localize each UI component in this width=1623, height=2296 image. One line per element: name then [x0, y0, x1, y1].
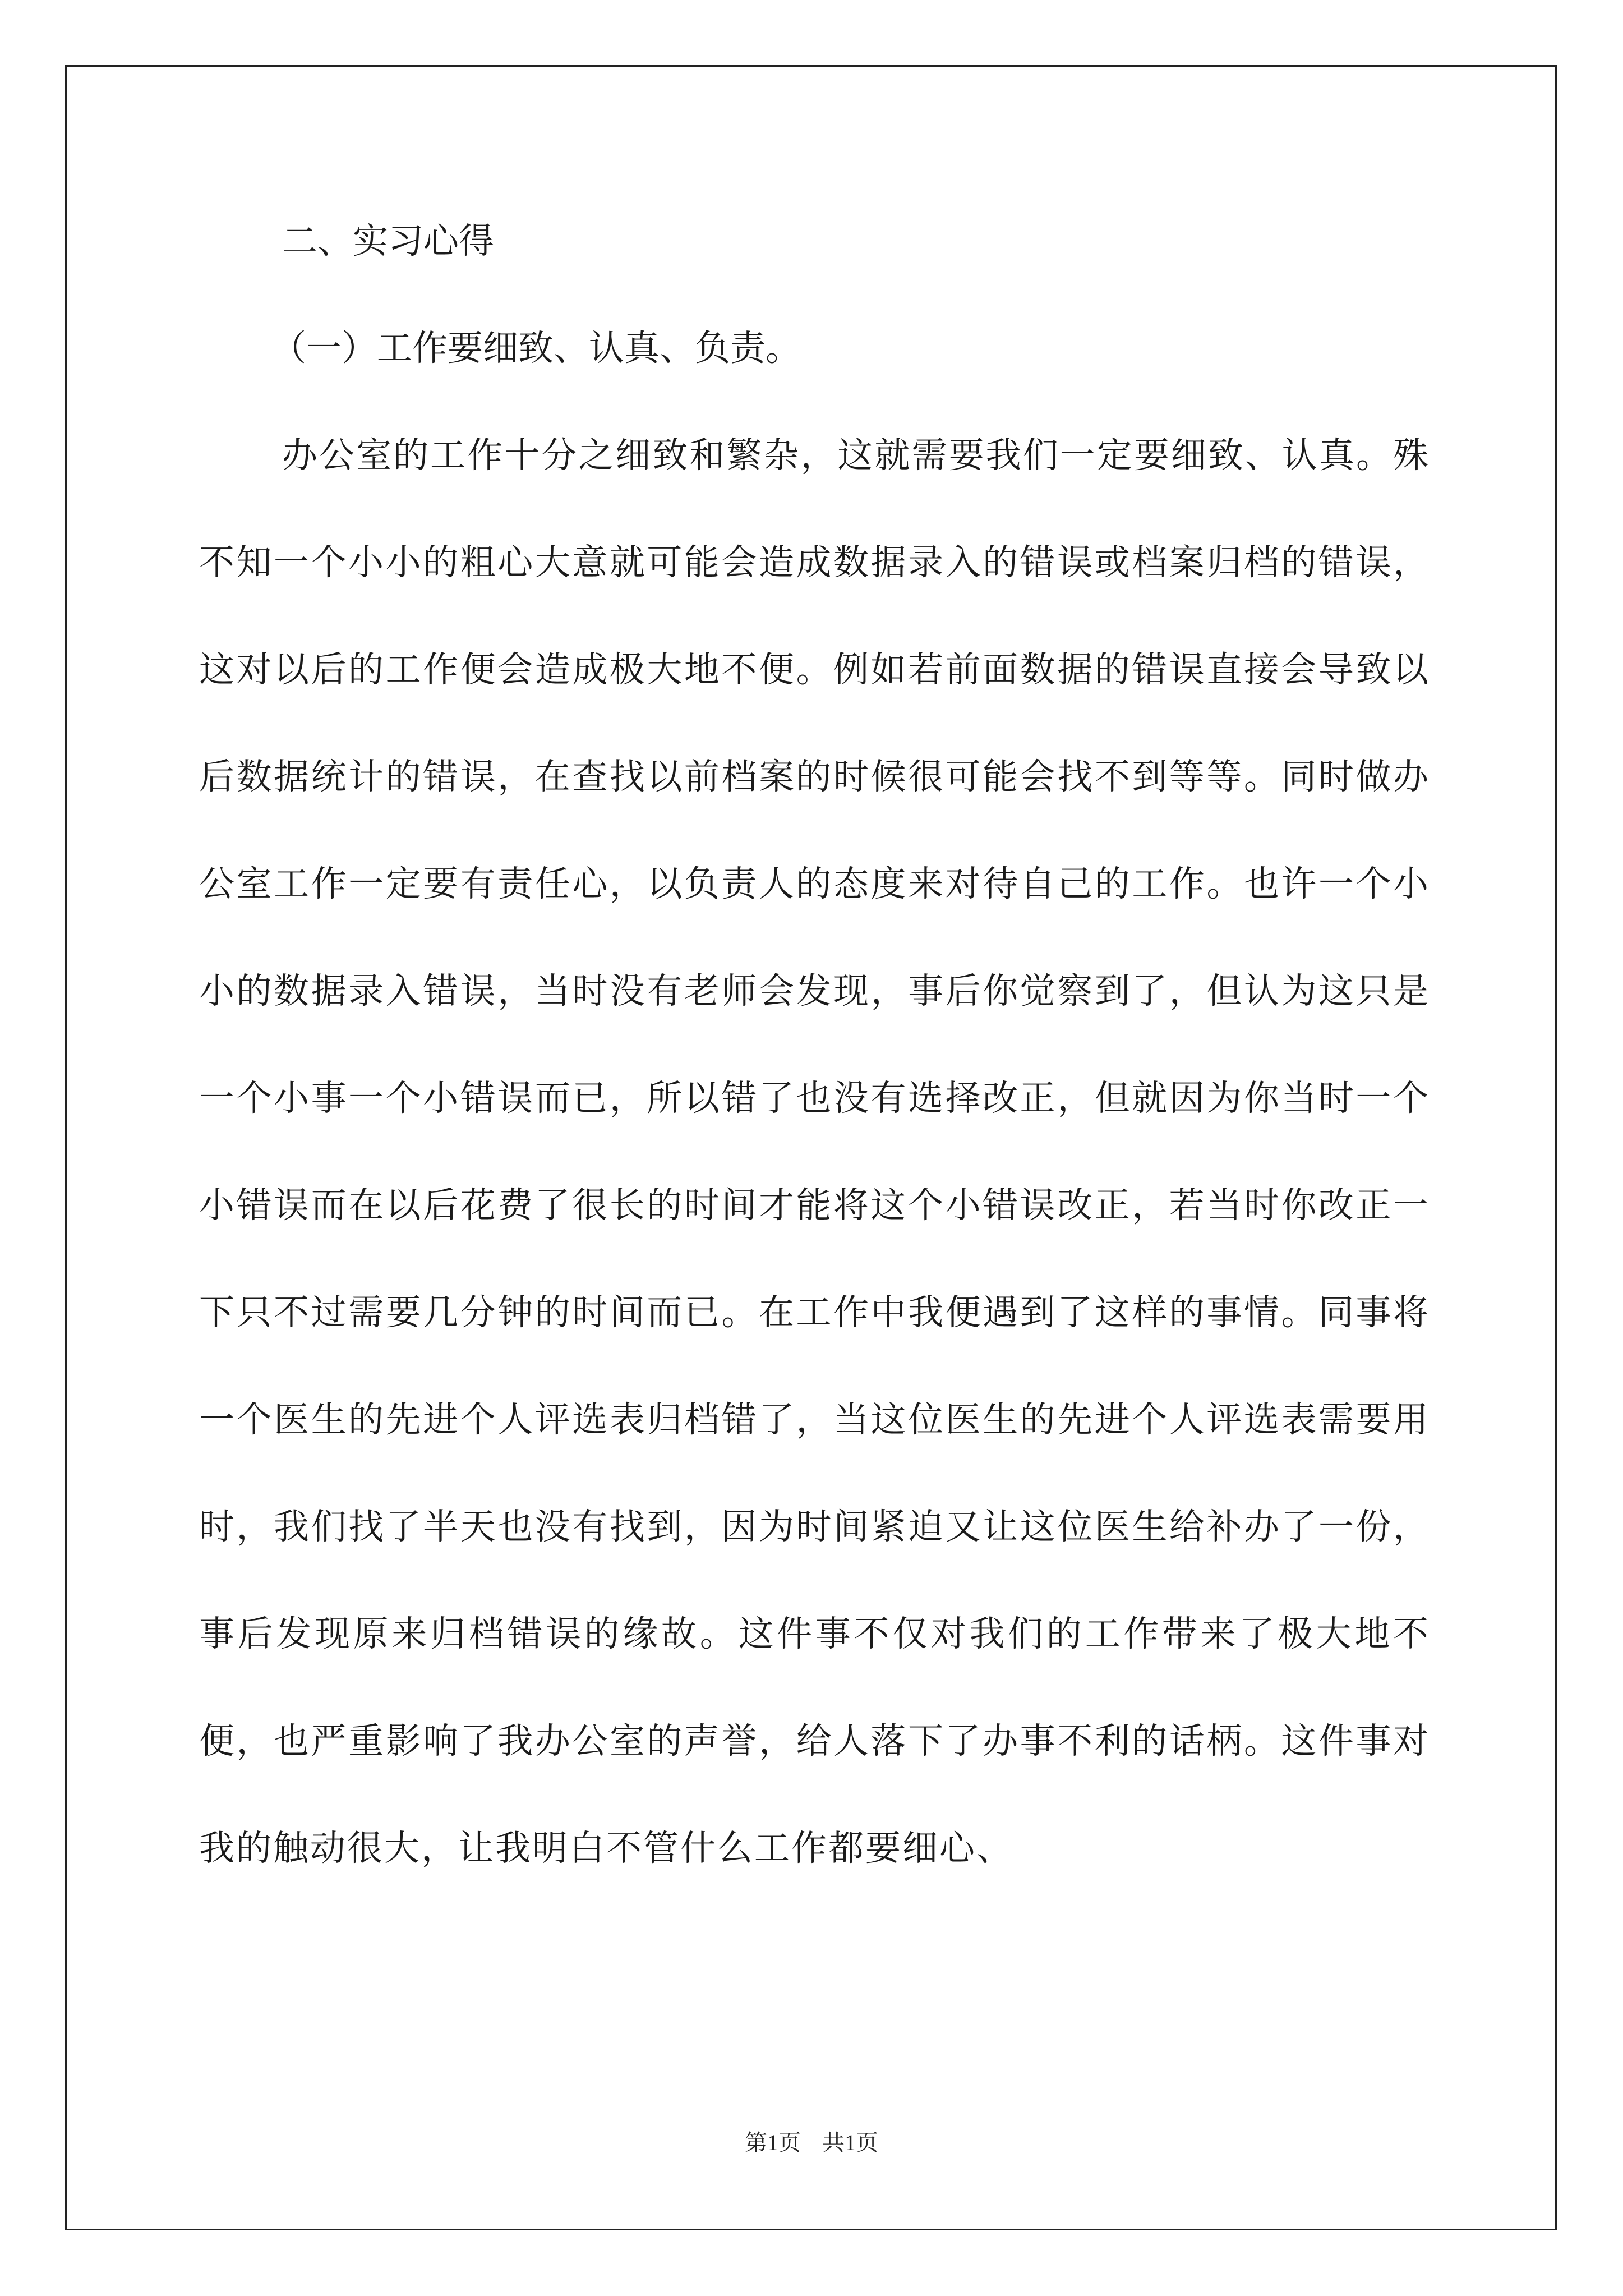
section-heading: 二、实习心得 [282, 220, 494, 261]
sub-heading: （一）工作要细致、认真、负责。 [271, 328, 801, 369]
body-paragraph: 办公室的工作十分之细致和繁杂，这就需要我们一定要细致、认真。殊不知一个小小的粗心大意就可能会造成数据录入的错误或档案归档的错误，这对以后的工作便会造成极大地不便。例如若前面数据的错误直接会导致以后数据统计的错误，在查找以前档案的时候很可能会找不到等等。同时做办公室工作一定要有责任心，以负责人的态度来对待自己的工作。也许一个小小的数据录入错误，当时没有老师会发现，事后你觉察到了，但认为这只是一个小事一个小错误而已，所以错了也没有选择改正，但就因为你当时一个小错误而在以后花费了很长的时间才能将这个小错误改正，若当时你改正一下只不过需要几分钟的时间而已。在工作中我便遇到了这样的事情。同事将一个医生的先进个人评选表归档错了，当这位医生的先进个人评选表需要用时，我们找了半天也没有找到，因为时间紧迫又让这位医生给补办了一份，事后发现原来归档错误的缘故。这件事不仅对我们的工作带来了极大地不便，也严重影响了我办公室的声誉，给人落下了办事不利的话柄。这件事对我的触动很大，让我明白不管什么工作都要细心、 [199, 435, 1430, 1869]
document-body [199, 214, 1430, 1902]
page-footer [0, 2129, 1623, 2157]
page-total: 共1页 [822, 2130, 878, 2155]
page-number: 第1页 [745, 2130, 801, 2155]
